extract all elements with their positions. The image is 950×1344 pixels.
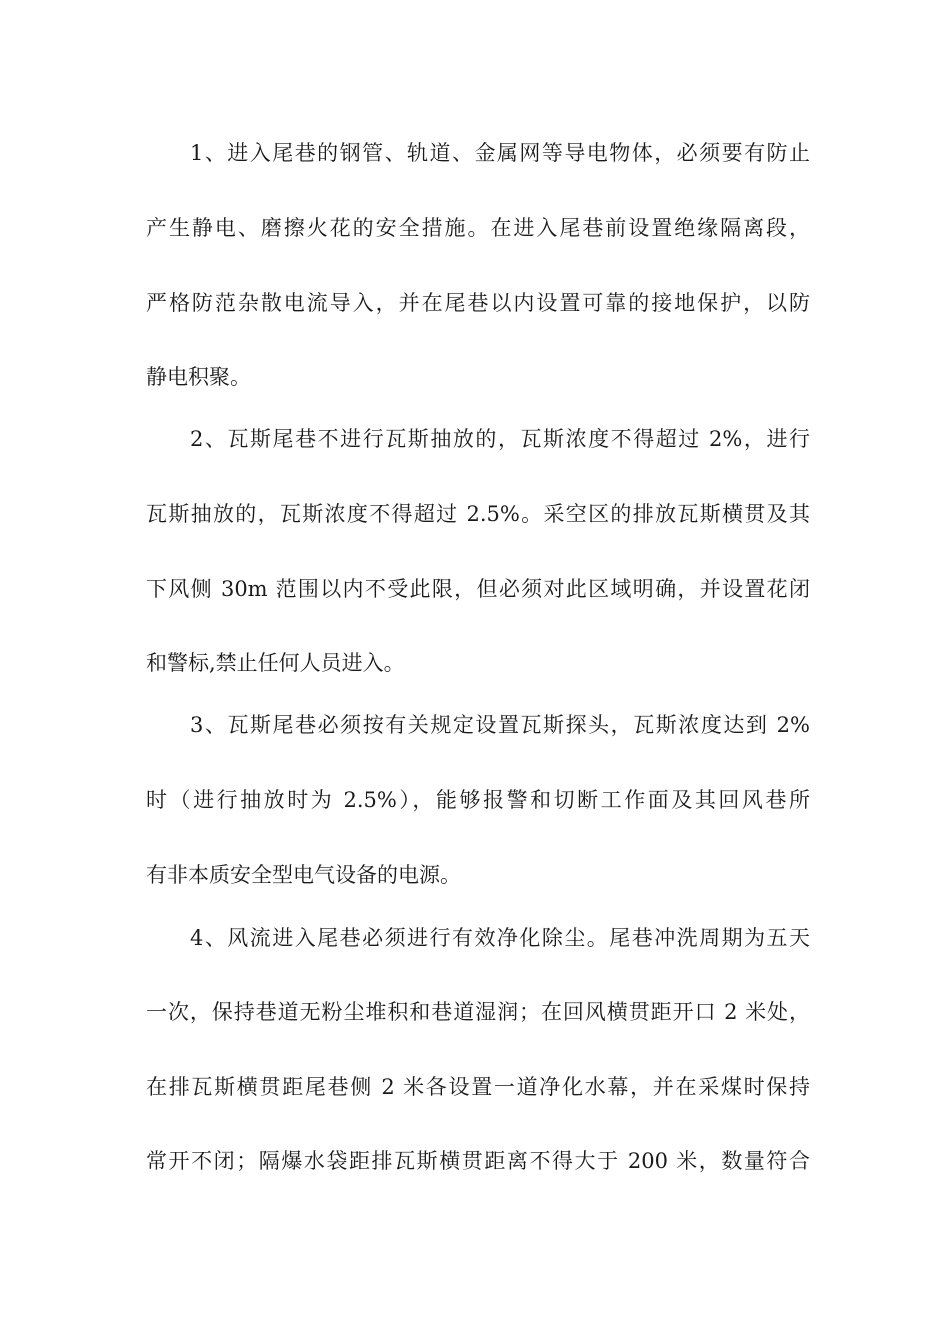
paragraph-1-line-2: 产生静电、磨擦火花的安全措施。在进入尾巷前设置绝缘隔离段， (146, 216, 810, 240)
paragraph-3-line-3: 有非本质安全型电气设备的电源。 (146, 863, 461, 887)
paragraph-1-line-4: 静电积聚。 (146, 365, 251, 389)
paragraph-2-line-1: 2、瓦斯尾巷不进行瓦斯抽放的，瓦斯浓度不得超过 2%，进行 (190, 427, 810, 451)
paragraph-2-line-2: 瓦斯抽放的，瓦斯浓度不得超过 2.5%。采空区的排放瓦斯横贯及其 (146, 502, 810, 526)
paragraph-3-line-2: 时（进行抽放时为 2.5%），能够报警和切断工作面及其回风巷所 (146, 788, 810, 812)
paragraph-1-line-3: 严格防范杂散电流导入，并在尾巷以内设置可靠的接地保护，以防 (146, 291, 810, 315)
paragraph-4-line-1: 4、风流进入尾巷必须进行有效净化除尘。尾巷冲洗周期为五天 (190, 926, 810, 950)
paragraph-2-line-3: 下风侧 30m 范围以内不受此限，但必须对此区域明确，并设置花闭 (146, 577, 810, 601)
paragraph-3-line-1: 3、瓦斯尾巷必须按有关规定设置瓦斯探头，瓦斯浓度达到 2% (190, 713, 810, 737)
paragraph-1-line-1: 1、进入尾巷的钢管、轨道、金属网等导电物体，必须要有防止 (190, 141, 810, 165)
paragraph-4-line-2: 一次，保持巷道无粉尘堆积和巷道湿润；在回风横贯距开口 2 米处， (146, 1000, 810, 1024)
paragraph-4-line-3: 在排瓦斯横贯距尾巷侧 2 米各设置一道净化水幕，并在采煤时保持 (146, 1075, 810, 1099)
paragraph-4-line-4: 常开不闭；隔爆水袋距排瓦斯横贯距离不得大于 200 米，数量符合 (146, 1149, 810, 1173)
paragraph-2-line-4: 和警标,禁止任何人员进入。 (146, 651, 405, 675)
